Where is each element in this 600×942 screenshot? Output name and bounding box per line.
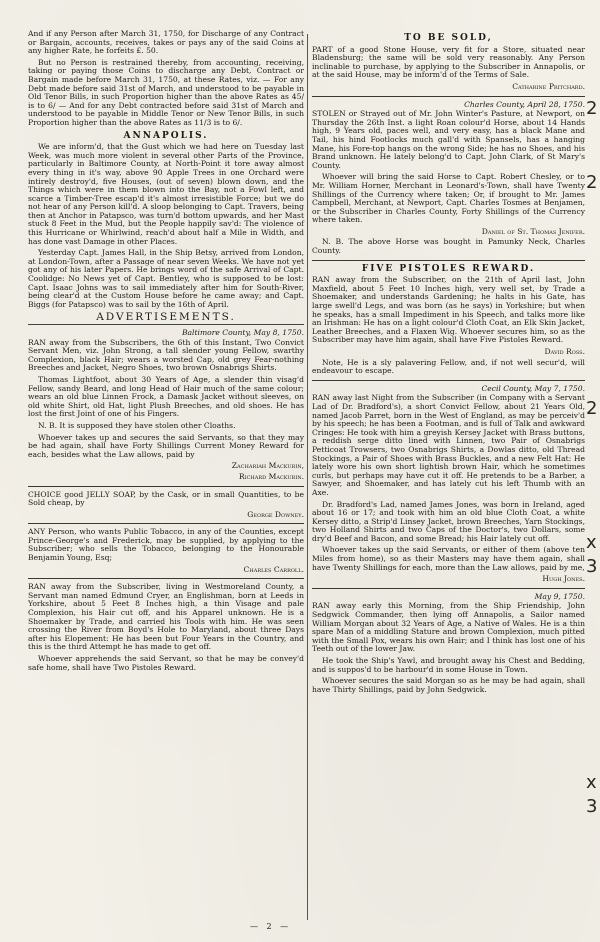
separator-rule [28,523,304,524]
margin-mark: 2 [586,98,598,119]
ad-runaway-jones: Dr. Bradford's Lad, named James Jones, was born in Ireland, aged about 16 or 17; and took with him an old blue Cloth Coat, a white Kersey ditto, a Strip'd Linsey Jacket, brown Breeches, Yarn Stockings, two Holland Shirts and two Caps of the Doctor's, two Dollars, some dry'd Beef and Bacon, and some Bread; his Hair lately cut off. [312,499,585,543]
ad-jelly-soap: CHOICE good JELLY SOAP, by the Cask, or in small Quantities, to be Sold cheap, by [28,489,304,508]
ad-runaway-description: Thomas Lightfoot, about 30 Years of Age, a slender thin visag'd Fellow, sandy Beard, and long Head of Hair much of the same colour; wears an old blue Linnen Frock, a Damask Jacket without sleeves, on old white Shirt, old Hat, light Plush Breeches, and old shoes. He has lost the first Joint of one of his Fingers. [28,374,304,419]
separator-rule [28,486,304,487]
margin-mark: 2 [586,172,598,193]
ad-signature: David Ross. [544,347,585,356]
currency-rates-paragraph: But no Person is restrained thereby, from accounting, receiving, taking or paying those Coins to discharge any Debt, Contract or Bargain made before March 31, 1750, at these Rates, viz. — For any Debt made before said 31st of March, and understood to be payable in Old Tenor Bills, in such Proportion higher than the above Rates as 45/ is to 6/ — And for any Debt contracted before said 31st of March and understood to be payable in Middle Tenor or New Tenor Bills, in such Proportion higher than the above Rates as 11/3 is to 6/. [28,57,304,127]
ad-nota-bene: N. B. It is supposed they have stolen other Cloaths. [38,420,236,430]
ad-sailor-yawl: He took the Ship's Yawl, and brought away his Chest and Bedding, and is suppos'd to be harbour'd in some House in Town. [312,656,585,674]
right-column [312,30,585,697]
gust-news-paragraph: We are inform'd, that the Gust which we had here on Tuesday last Week, was much more violent in several other Parts of the Province, particularly in Baltimore County, at North-Point it tore away almost every thing in it's way, above 90 Apple Trees in one Orchard were intirely destroy'd, five Houses, (out of seven) blown down, and the Things which were in them blown into the Bay, not a Fowl left, and scarce a Timber-Tree escap'd it's almost irresistible Force; but we do not hear of any Person kill'd. A sloop belonging to Capt. Travers, being then at Anchor in Patapsco, was turn'd bottom upwards, and her Mast stuck 8 Feet in the Mud, but the People happily sav'd: The violence of this Hurricane or Whirlwind, reach'd about half a Mile in Width, and has done vast Damage in other Places. [28,142,304,246]
ad-signature: Daniel of St. Thomas Jenifer. [481,226,585,236]
advertisements-heading: ADVERTISEMENTS. [28,313,304,325]
ad-runaway-parret: RAN away last Night from the Subscriber (in Company with a Servant Lad of Dr. Bradford's), a short Convict Fellow, about 21 Years Old, named Jacob Parret, born in the West of England, as may be perceiv'd by his speech; he has been a Footman, and is full of Talk and awkward Cringes: He took with him a greyish Kersey Jacket with Brass buttons, a reddish serge ditto lined with Linnen, two Pair of Osnabrigs Petticoat Trowsers, two Osnabrigs Shirts, a Dowlas ditto, old Thread Stockings, a Pair of Shoes with Brass Buckles, and a new Felt Hat: He lately wore his own short lightish brown Hair, which he sometimes curls, but perhaps may have cut it off. He pretends to be a Barber, a Sawyer, and Shoemaker, and has lately cut his left Thumb with an Axe. [312,393,585,497]
ad-dateline: May 9, 1750. [534,591,585,601]
separator-rule [312,96,585,97]
separator-rule [28,578,304,579]
ad-reward-text: Whoever will bring the said Horse to Capt. Robert Chesley, or to Mr. William Horner, Merchant in Leonard's-Town, shall have Twenty Shillings of the Currency where taken; Or, if brought to Mr. James Campbell, Merchant, at Newport, Capt. Charles Tosmes at Benjamen, or the Subscriber in Charles County, Forty Shillings of the Currency where taken. [312,172,585,225]
ad-text: RAN away from the Subscribers, the 6th of this Instant, Two Convict Servant Men, viz. John Strong, a tall slender young Fellow, swarthy Complexion, black Hair; wears a worsted Cap, old grey Fear-nothing Breeches and Jacket, Negro Shoes, two brown Osnabrigs Shirts. [28,337,304,373]
ad-nota-bene: N. B. The above Horse was bought in Pamunky Neck, Charles County. [312,237,585,256]
ad-signature: Charles Carroll. [243,564,304,574]
left-column [28,30,304,675]
ad-signature: Richard Mackubin. [238,471,304,481]
five-pistoles-heading: FIVE PISTOLES REWARD. [361,263,536,274]
ship-arrival-paragraph: Yesterday Capt. James Hall, in the Ship Betsy, arrived from London, at London-Town, after a Passage of near seven Weeks. We have not yet got any of his later Papers. He brings word of the safe Arrival of Capt. Coolidge: No News yet of Capt. Bentley, who is supposed to be lost: Capt. Isaac Johns was to sail immediately after him for South-River, being clear'd at the Custom House before he came away; and Capt. Biggs (for Patapsco) was to sail by the 16th of April. [28,248,304,309]
margin-mark: 3 [586,796,598,817]
separator-rule [312,260,585,261]
ad-dateline: Cecil County, May 7, 1750. [481,383,585,393]
ad-signature: Hugh Jones. [542,574,585,584]
annapolis-heading: ANNAPOLIS. [123,130,209,141]
ad-runaway-convicts [28,339,304,373]
ad-signature: George Downey. [247,509,304,519]
to-be-sold-heading: TO BE SOLD, [404,33,493,43]
margin-mark: 3 [586,556,598,577]
margin-mark: x [586,772,597,793]
ad-reward-text: Whoever apprehends the said Servant, so that he may be convey'd safe home, shall have Two Pistoles Reward. [28,654,304,672]
separator-rule [312,380,585,381]
ad-stolen-horse: STOLEN or Strayed out of Mr. John Winter's Pasture, at Newport, on Thursday the 26th Inst. a light Roan colour'd Horse, about 14 Hands high, 9 Years old, paces well, and very easy, has a black Mane and Tail, his hind Footlocks much gall'd with Spansels, has a hanging Mane, his Fore-top hangs on the wrong Side; he has no Shoes, and his Brand unknown. He lately belong'd to Capt. John Clark, of St Mary's County. [312,109,585,170]
ad-stone-house: PART of a good Stone House, very fit for a Store, situated near Bladensburg; the same will be sold very reasonably. Any Person inclinable to purchase, by applying to the Subscriber in Annapolis, or at the said House, may be inform'd of the Terms of Sale. [312,44,585,80]
ad-runaway-sailor: RAN away early this Morning, from the Ship Friendship, John Sedgwick Commander, then lying off Annapolis, a Sailor named William Morgan about 32 Years of Age, a Native of Wales. He is a thin spare Man of a middling Stature and brown Complexion, much pitted with the Small Pox, wears his own Hair; and I think has lost one of his Teeth out of the lower Jaw. [312,601,585,654]
page-footer: — 2 — [250,922,292,931]
ad-runaway-maxfield: RAN away from the Subscriber, on the 21th of April last, John Maxfield, about 5 Feet 10 Inches high, very well set, by Trade a Shoemaker, and understands Gardening; he halts in his Gate, has large swell'd Legs, and was born (as he says) in Yorkshire; but when he speaks, has a small Impediment in his Speech, and talks more like an Irishman: He has on a light colour'd Cloth Coat, an Elk Skin Jacket, Leather Breeches, and a Flaxen Wig. Whoever secures him, so as the Subscriber may have him again, shall have Five Pistoles Reward. [312,275,585,345]
ad-signature: Catharine Pritchard. [512,81,585,91]
ad-dateline: Baltimore County, May 8, 1750. [181,328,304,337]
ad-reward-text: Whoever takes up the said Servants, or either of them (above ten Miles from home), so as their Masters may have them again, shall have Twenty Shillings for each, more than the Law allows, paid by me, [312,545,585,572]
ad-signature: Zachariah Mackubin, [231,461,304,471]
separator-rule [312,588,585,589]
ad-note: Note, He is a sly palavering Fellow, and, if not well secur'd, will endeavour to escape. [312,357,585,376]
ad-dateline: Charles County, April 28, 1750. [464,99,585,109]
ad-reward-text: Whoever takes up and secures the said Servants, so that they may be had again, shall have Forty Shillings Current Money Reward for each, besides what the Law allows, paid by [28,432,304,459]
ad-runaway-shoemaker: RAN away from the Subscriber, living in Westmoreland County, a Servant man named Edmund Cryer, an Englishman, born at Leeds in Yorkshire, about 5 Feet 8 Inches high, a thin Visage and pale Complexion, his Hair cut off, and his Apparel unknown. He is a Shoemaker by Trade, and carried his Tools with him. He was seen crossing the River from Boyd's Hole to Maryland, about three Days after his Elopement: He has been but Four Years in the Country, and this is the third Attempt he has made to get off. [28,582,304,652]
ad-reward-text: Whoever secures the said Morgan so as he may be had again, shall have Thirty Shillings, paid by John Sedgwick. [312,676,585,694]
margin-mark: x [586,532,597,553]
ad-public-tobacco: ANY Person, who wants Public Tobacco, in any of the Counties, except Prince-George's and Frederick, may be supplied, by applying to the Subscriber; who sells the Tobacco, belonging to the Honourable Benjamin Young, Esq; [28,527,304,563]
column-divider [307,34,308,920]
margin-mark: 2 [586,398,598,419]
currency-law-paragraph: And if any Person after March 31, 1750, for Discharge of any Contract or Bargain, accounts, receives, takes or pays any of the said Coins at any higher Rate, he forfeits £. 50. [28,29,304,56]
